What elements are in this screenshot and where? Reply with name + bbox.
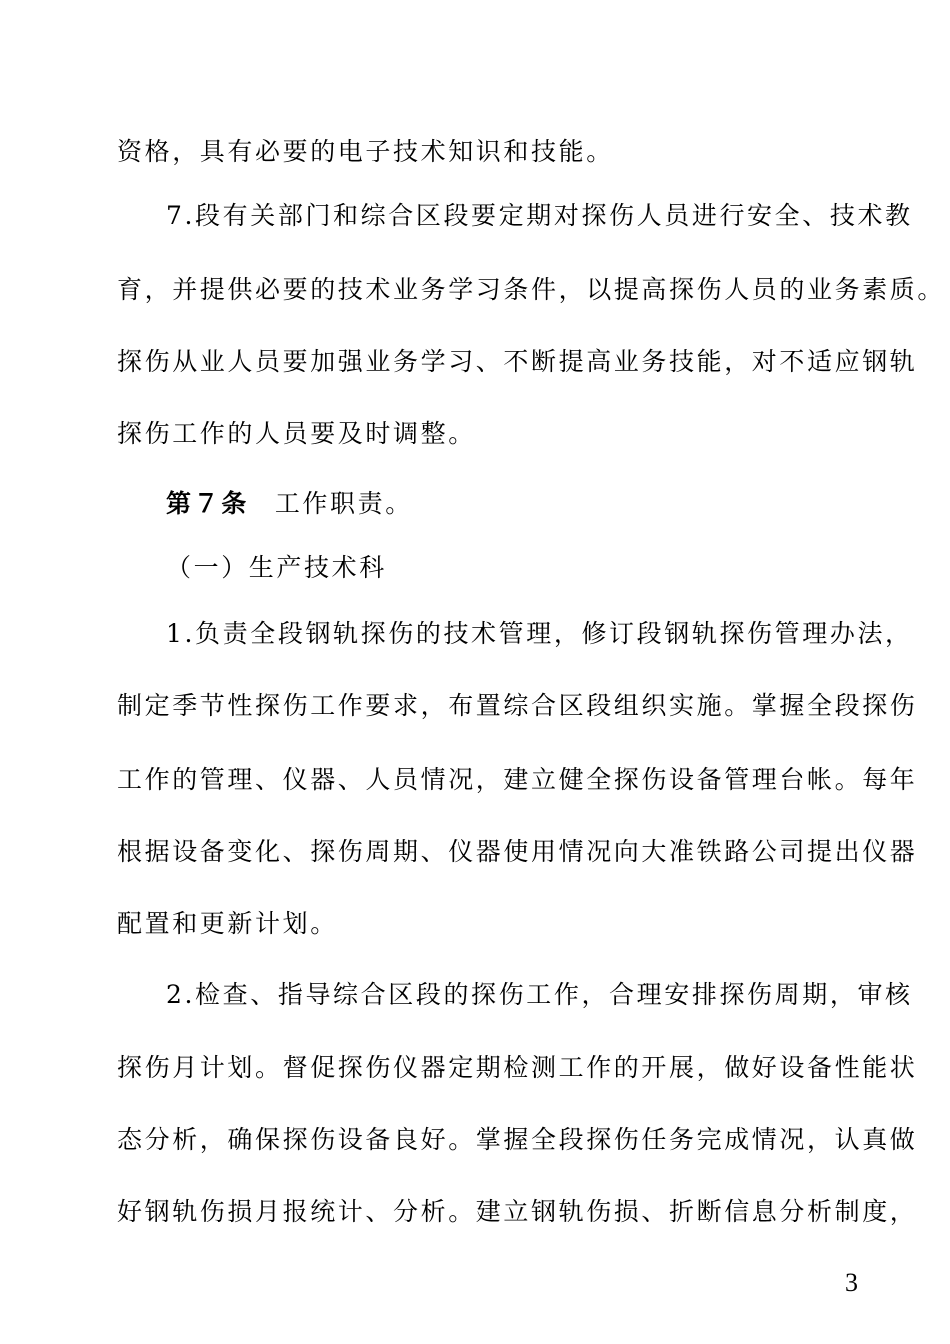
article-title: 工作职责。 (274, 489, 413, 518)
paragraph-line: 探伤从业人员要加强业务学习、不断提高业务技能，对不适应钢轨 (117, 347, 918, 376)
paragraph-line: 2.检查、指导综合区段的探伤工作，合理安排探伤周期，审核 (166, 980, 913, 1009)
page-number: 3 (845, 1268, 858, 1297)
paragraph-line: 配置和更新计划。 (117, 909, 338, 938)
paragraph-line: 好钢轨伤损月报统计、分析。建立钢轨伤损、折断信息分析制度， (117, 1197, 918, 1226)
paragraph-line: 1.负责全段钢轨探伤的技术管理，修订段钢轨探伤管理办法， (166, 619, 913, 648)
article-number: 第７条 (166, 489, 249, 518)
paragraph-line: 探伤月计划。督促探伤仪器定期检测工作的开展，做好设备性能状 (117, 1053, 918, 1082)
paragraph-line: 根据设备变化、探伤周期、仪器使用情况向大准铁路公司提出仪器 (117, 837, 918, 866)
paragraph-line: 7.段有关部门和综合区段要定期对探伤人员进行安全、技术教 (166, 201, 913, 230)
section-heading: （一）生产技术科 (166, 553, 387, 582)
paragraph-line: 制定季节性探伤工作要求，布置综合区段组织实施。掌握全段探伤 (117, 691, 918, 720)
paragraph-line: 育，并提供必要的技术业务学习条件，以提高探伤人员的业务素质。 (117, 275, 946, 304)
paragraph-line: 态分析，确保探伤设备良好。掌握全段探伤任务完成情况，认真做 (117, 1125, 918, 1154)
paragraph-line: 工作的管理、仪器、人员情况，建立健全探伤设备管理台帐。每年 (117, 765, 918, 794)
article-heading-line (166, 489, 413, 519)
paragraph-line: 资格，具有必要的电子技术知识和技能。 (117, 137, 614, 166)
paragraph-line: 探伤工作的人员要及时调整。 (117, 419, 476, 448)
